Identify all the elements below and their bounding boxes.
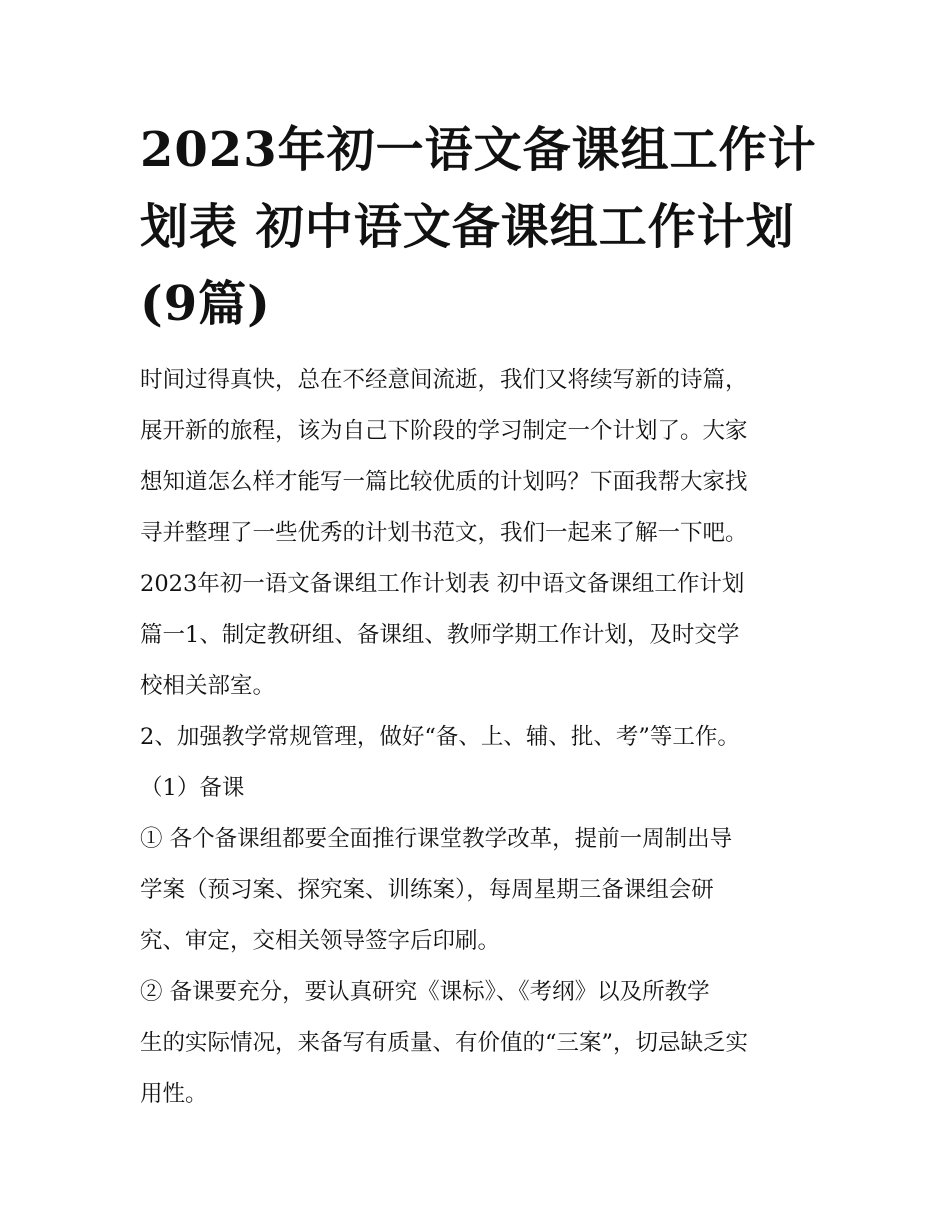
intro-line: 展开新的旅程，该为自己下阶段的学习制定一个计划了。大家 (140, 418, 748, 444)
subheading-line: （1）备课 (140, 775, 245, 801)
paragraph-line: 2、加强教学常规管理，做好“备、上、辅、批、考”等工作。 (140, 724, 740, 750)
list-item-line: 用性。 (140, 1081, 208, 1107)
document-title (140, 112, 820, 343)
intro-line: 想知道怎么样才能写一篇比较优质的计划吗？下面我帮大家找 (140, 469, 748, 495)
list-item-line: ② 备课要充分，要认真研究《课标》、《考纲》以及所教学 (140, 979, 710, 1005)
list-item-line: ① 各个备课组都要全面推行课堂教学改革，提前一周制出导 (140, 826, 733, 852)
title-line: 2023年初一语文备课组工作计 (140, 122, 817, 178)
list-item-line: 究、审定，交相关领导签字后印刷。 (140, 928, 501, 954)
section-heading-line: 2023年初一语文备课组工作计划表 初中语文备课组工作计划 (140, 571, 745, 597)
title-line: (9篇) (140, 276, 271, 332)
title-line: 划表 初中语文备课组工作计划 (140, 199, 795, 255)
list-item-line: 学案（预习案、探究案、训练案），每周星期三备课组会研 (140, 877, 714, 903)
document-body (140, 355, 830, 1120)
intro-line: 寻并整理了一些优秀的计划书范文，我们一起来了解一下吧。 (140, 520, 748, 546)
intro-line: 时间过得真快，总在不经意间流逝，我们又将续写新的诗篇， (140, 367, 748, 393)
list-item-line: 生的实际情况，来备写有质量、有价值的“三案”，切忌缺乏实 (140, 1030, 749, 1056)
paragraph-line: 篇一1、制定教研组、备课组、教师学期工作计划，及时交学 (140, 622, 740, 648)
paragraph-line: 校相关部室。 (140, 673, 276, 699)
